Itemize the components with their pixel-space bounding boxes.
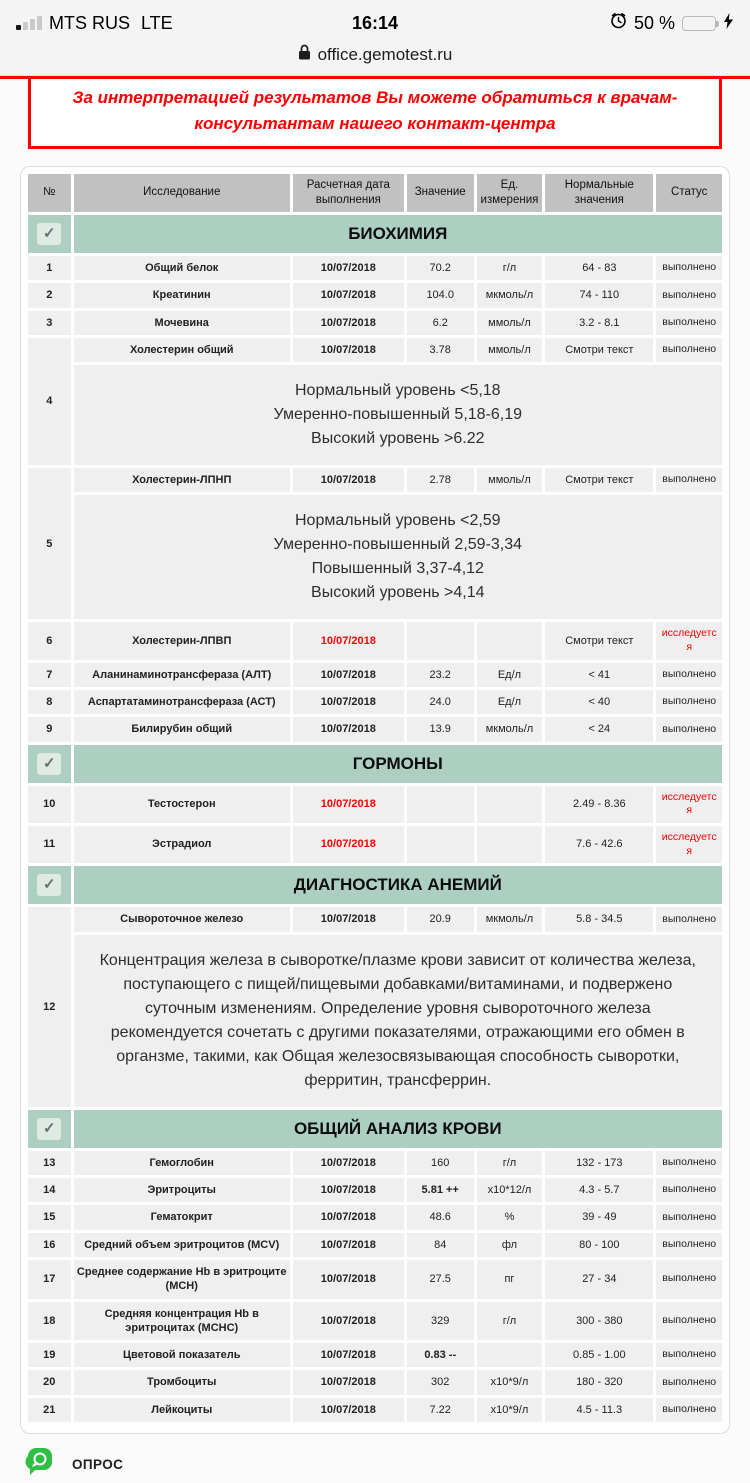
battery-percent-label: 50 % xyxy=(633,12,675,33)
cell-test-name: Цветовой показатель xyxy=(74,1343,290,1367)
cell-status: исследуется xyxy=(656,826,722,863)
cell-unit: Ед/л xyxy=(477,663,543,687)
column-header-2: Расчетная дата выполнения xyxy=(293,174,404,212)
table-row xyxy=(28,663,722,687)
column-header-0: № xyxy=(28,174,71,212)
column-header-4: Ед. измерения xyxy=(477,174,543,212)
section-row xyxy=(28,745,722,783)
cell-unit: мкмоль/л xyxy=(477,907,543,931)
section-title: ДИАГНОСТИКА АНЕМИЙ xyxy=(74,866,722,904)
cell-unit: мкмоль/л xyxy=(477,283,543,307)
results-card xyxy=(20,166,730,1434)
cell-date: 10/07/2018 xyxy=(293,1343,404,1367)
cell-status: выполнено xyxy=(656,468,722,492)
checkmark-icon: ✓ xyxy=(37,1118,61,1140)
table-row xyxy=(28,1233,722,1257)
cell-test-name: Тромбоциты xyxy=(74,1370,290,1394)
cell-status: выполнено xyxy=(656,1151,722,1175)
cell-status: выполнено xyxy=(656,663,722,687)
column-header-1: Исследование xyxy=(74,174,290,212)
cell-normal-range: Смотри текст xyxy=(545,622,653,659)
cell-unit: x10*9/л xyxy=(477,1370,543,1394)
cell-date: 10/07/2018 xyxy=(293,338,404,362)
table-row xyxy=(28,1205,722,1229)
cell-test-name: Мочевина xyxy=(74,311,290,335)
cell-date: 10/07/2018 xyxy=(293,1233,404,1257)
note-row xyxy=(28,935,722,1107)
cell-normal-range: < 41 xyxy=(545,663,653,687)
cell-value: 302 xyxy=(407,1370,474,1394)
cell-normal-range: Смотри текст xyxy=(545,468,653,492)
section-title: БИОХИМИЯ xyxy=(74,215,722,253)
cell-normal-range: 74 - 110 xyxy=(545,283,653,307)
cell-status: выполнено xyxy=(656,311,722,335)
section-title: ГОРМОНЫ xyxy=(74,745,722,783)
cell-status: выполнено xyxy=(656,907,722,931)
cell-status: выполнено xyxy=(656,1302,722,1341)
signal-strength-icon xyxy=(16,16,42,30)
table-row xyxy=(28,1260,722,1299)
note-line: Умеренно-повышенный 5,18-6,19 xyxy=(273,406,523,424)
cell-number: 19 xyxy=(28,1343,71,1367)
table-row xyxy=(28,1398,722,1422)
cell-test-name: Эстрадиол xyxy=(74,826,290,863)
cell-status: выполнено xyxy=(656,338,722,362)
cell-date: 10/07/2018 xyxy=(293,468,404,492)
column-header-3: Значение xyxy=(407,174,474,212)
cell-normal-range: < 40 xyxy=(545,690,653,714)
note-row xyxy=(28,365,722,465)
section-check-cell xyxy=(28,215,71,253)
cell-unit: мкмоль/л xyxy=(477,717,543,741)
cell-test-name: Лейкоциты xyxy=(74,1398,290,1422)
cell-unit: г/л xyxy=(477,1151,543,1175)
cell-date: 10/07/2018 xyxy=(293,1370,404,1394)
column-header-6: Статус xyxy=(656,174,722,212)
cell-number: 11 xyxy=(28,826,71,863)
cell-value: 84 xyxy=(407,1233,474,1257)
cell-value: 2.78 xyxy=(407,468,474,492)
cell-normal-range: 2.49 - 8.36 xyxy=(545,786,653,823)
page-url: office.gemotest.ru xyxy=(317,44,453,64)
cell-number: 4 xyxy=(28,338,71,465)
results-table xyxy=(25,171,725,1425)
cell-value: 329 xyxy=(407,1302,474,1341)
cell-number: 13 xyxy=(28,1151,71,1175)
cell-date: 10/07/2018 xyxy=(293,690,404,714)
checkmark-icon: ✓ xyxy=(37,223,61,245)
cell-date: 10/07/2018 xyxy=(293,1302,404,1341)
cell-status: выполнено xyxy=(656,1370,722,1394)
note-row xyxy=(28,495,722,619)
section-row xyxy=(28,215,722,253)
cell-date: 10/07/2018 xyxy=(293,256,404,280)
banner-text: За интерпретацией результатов Вы можете обратиться к врачам-консультантам нашего контакт-центра xyxy=(72,88,678,133)
cell-status: выполнено xyxy=(656,1233,722,1257)
cell-value: 3.78 xyxy=(407,338,474,362)
cell-note: Концентрация железа в сыворотке/плазме крови зависит от количества железа, поступающего с пищей/пищевыми добавками/витаминами, и подвержено суточным изменениям. Определение уровня сывороточного железа рекомендуется сочетать с другими показателями, отражающими его обмен в органзме, такими, как Общая железосвязывающая способность сыворотки, ферритин, трансферрин. xyxy=(74,935,722,1107)
cell-normal-range: 0.85 - 1.00 xyxy=(545,1343,653,1367)
cell-date: 10/07/2018 xyxy=(293,311,404,335)
table-row xyxy=(28,1151,722,1175)
cell-status: выполнено xyxy=(656,717,722,741)
cell-date: 10/07/2018 xyxy=(293,786,404,823)
cell-number: 6 xyxy=(28,622,71,659)
charging-bolt-icon xyxy=(723,13,734,34)
cell-number: 18 xyxy=(28,1302,71,1341)
chat-bubble-icon xyxy=(24,1446,56,1483)
cell-normal-range: Смотри текст xyxy=(545,338,653,362)
table-row xyxy=(28,786,722,823)
cell-status: выполнено xyxy=(656,283,722,307)
cell-date: 10/07/2018 xyxy=(293,907,404,931)
cell-unit xyxy=(477,786,543,823)
address-bar[interactable] xyxy=(0,40,750,76)
cell-number: 5 xyxy=(28,468,71,619)
checkmark-icon: ✓ xyxy=(37,753,61,775)
cell-value: 24.0 xyxy=(407,690,474,714)
table-row xyxy=(28,468,722,492)
cell-number: 17 xyxy=(28,1260,71,1299)
survey-label: ОПРОС xyxy=(72,1457,124,1473)
lock-icon xyxy=(298,44,311,65)
table-row xyxy=(28,283,722,307)
cell-test-name: Сывороточное железо xyxy=(74,907,290,931)
note-line: Повышенный 3,37-4,12 xyxy=(311,560,484,578)
cell-value: 0.83 -- xyxy=(407,1343,474,1367)
cell-status: выполнено xyxy=(656,1343,722,1367)
cell-value: 23.2 xyxy=(407,663,474,687)
cell-number: 16 xyxy=(28,1233,71,1257)
section-row xyxy=(28,866,722,904)
cell-unit xyxy=(477,826,543,863)
table-row xyxy=(28,717,722,741)
table-row xyxy=(28,1302,722,1341)
cell-status: выполнено xyxy=(656,1205,722,1229)
cell-value xyxy=(407,826,474,863)
table-row xyxy=(28,256,722,280)
cell-unit: % xyxy=(477,1205,543,1229)
cell-normal-range: 7.6 - 42.6 xyxy=(545,826,653,863)
table-row xyxy=(28,1370,722,1394)
cell-normal-range: 27 - 34 xyxy=(545,1260,653,1299)
section-title: ОБЩИЙ АНАЛИЗ КРОВИ xyxy=(74,1110,722,1148)
cell-normal-range: 300 - 380 xyxy=(545,1302,653,1341)
results-table-body xyxy=(28,215,722,1422)
cell-value: 6.2 xyxy=(407,311,474,335)
cell-number: 14 xyxy=(28,1178,71,1202)
cell-unit: x10*9/л xyxy=(477,1398,543,1422)
cell-test-name: Аланинаминотрансфераза (АЛТ) xyxy=(74,663,290,687)
note-line: Умеренно-повышенный 2,59-3,34 xyxy=(273,536,523,554)
table-row xyxy=(28,826,722,863)
cell-unit: ммоль/л xyxy=(477,311,543,335)
table-row xyxy=(28,907,722,931)
cell-status: выполнено xyxy=(656,1178,722,1202)
cell-test-name: Средняя концентрация Hb в эритроцитах (МСНС) xyxy=(74,1302,290,1341)
note-line: Высокий уровень >4,14 xyxy=(311,584,485,602)
cell-status: выполнено xyxy=(656,1398,722,1422)
status-bar xyxy=(0,0,750,76)
cell-unit: x10*12/л xyxy=(477,1178,543,1202)
table-row xyxy=(28,1343,722,1367)
section-check-cell xyxy=(28,866,71,904)
table-row xyxy=(28,311,722,335)
cell-test-name: Аспартатаминотрансфераза (АСТ) xyxy=(74,690,290,714)
cell-test-name: Тестостерон xyxy=(74,786,290,823)
cell-date: 10/07/2018 xyxy=(293,826,404,863)
carrier-label: MTS RUS xyxy=(49,12,130,33)
cell-status: выполнено xyxy=(656,690,722,714)
cell-date: 10/07/2018 xyxy=(293,717,404,741)
cell-number: 10 xyxy=(28,786,71,823)
cell-date: 10/07/2018 xyxy=(293,1151,404,1175)
cell-test-name: Эритроциты xyxy=(74,1178,290,1202)
checkmark-icon: ✓ xyxy=(37,874,61,896)
cell-unit: г/л xyxy=(477,1302,543,1341)
cell-test-name: Среднее содержание Hb в эритроците (МСН) xyxy=(74,1260,290,1299)
cell-status: выполнено xyxy=(656,1260,722,1299)
cell-normal-range: < 24 xyxy=(545,717,653,741)
cell-normal-range: 4.3 - 5.7 xyxy=(545,1178,653,1202)
clock-time: 16:14 xyxy=(351,12,399,33)
cell-value: 160 xyxy=(407,1151,474,1175)
table-header-row xyxy=(28,174,722,212)
cell-number: 20 xyxy=(28,1370,71,1394)
alarm-clock-icon xyxy=(610,12,627,34)
cell-number: 21 xyxy=(28,1398,71,1422)
table-row xyxy=(28,1178,722,1202)
cell-unit xyxy=(477,622,543,659)
cell-value: 104.0 xyxy=(407,283,474,307)
cell-date: 10/07/2018 xyxy=(293,1205,404,1229)
cell-test-name: Билирубин общий xyxy=(74,717,290,741)
cell-test-name: Холестерин-ЛПВП xyxy=(74,622,290,659)
table-row xyxy=(28,338,722,362)
cell-unit: Ед/л xyxy=(477,690,543,714)
cell-value: 13.9 xyxy=(407,717,474,741)
cell-normal-range: 39 - 49 xyxy=(545,1205,653,1229)
survey-link[interactable] xyxy=(24,1446,750,1483)
network-type-label: LTE xyxy=(141,12,173,33)
cell-value xyxy=(407,622,474,659)
battery-icon xyxy=(682,16,716,31)
cell-status: выполнено xyxy=(656,256,722,280)
interpretation-banner xyxy=(28,79,722,149)
cell-normal-range: 132 - 173 xyxy=(545,1151,653,1175)
cell-number: 2 xyxy=(28,283,71,307)
cell-test-name: Гематокрит xyxy=(74,1205,290,1229)
cell-normal-range: 64 - 83 xyxy=(545,256,653,280)
cell-date: 10/07/2018 xyxy=(293,283,404,307)
section-check-cell xyxy=(28,745,71,783)
cell-number: 7 xyxy=(28,663,71,687)
cell-unit xyxy=(477,1343,543,1367)
cell-number: 12 xyxy=(28,907,71,1106)
cell-status: исследуется xyxy=(656,786,722,823)
cell-normal-range: 180 - 320 xyxy=(545,1370,653,1394)
cell-number: 8 xyxy=(28,690,71,714)
cell-value: 48.6 xyxy=(407,1205,474,1229)
cell-unit: ммоль/л xyxy=(477,338,543,362)
cell-note xyxy=(74,495,722,619)
cell-value xyxy=(407,786,474,823)
cell-unit: ммоль/л xyxy=(477,468,543,492)
cell-unit: г/л xyxy=(477,256,543,280)
section-row xyxy=(28,1110,722,1148)
table-row xyxy=(28,622,722,659)
cell-normal-range: 80 - 100 xyxy=(545,1233,653,1257)
note-line: Высокий уровень >6.22 xyxy=(311,430,485,448)
cell-normal-range: 3.2 - 8.1 xyxy=(545,311,653,335)
cell-value: 70.2 xyxy=(407,256,474,280)
cell-status: исследуется xyxy=(656,622,722,659)
cell-number: 1 xyxy=(28,256,71,280)
section-check-cell xyxy=(28,1110,71,1148)
column-header-5: Нормальные значения xyxy=(545,174,653,212)
cell-test-name: Гемоглобин xyxy=(74,1151,290,1175)
cell-normal-range: 4.5 - 11.3 xyxy=(545,1398,653,1422)
cell-number: 9 xyxy=(28,717,71,741)
note-line: Нормальный уровень <2,59 xyxy=(295,512,501,530)
note-line: Нормальный уровень <5,18 xyxy=(295,382,501,400)
cell-date: 10/07/2018 xyxy=(293,663,404,687)
cell-test-name: Холестерин-ЛПНП xyxy=(74,468,290,492)
table-row xyxy=(28,690,722,714)
cell-test-name: Креатинин xyxy=(74,283,290,307)
cell-date: 10/07/2018 xyxy=(293,1260,404,1299)
cell-unit: фл xyxy=(477,1233,543,1257)
cell-date: 10/07/2018 xyxy=(293,1178,404,1202)
cell-value: 7.22 xyxy=(407,1398,474,1422)
cell-unit: пг xyxy=(477,1260,543,1299)
cell-date: 10/07/2018 xyxy=(293,622,404,659)
cell-test-name: Средний объем эритроцитов (MCV) xyxy=(74,1233,290,1257)
cell-value: 5.81 ++ xyxy=(407,1178,474,1202)
cell-value: 27.5 xyxy=(407,1260,474,1299)
cell-number: 3 xyxy=(28,311,71,335)
cell-value: 20.9 xyxy=(407,907,474,931)
cell-number: 15 xyxy=(28,1205,71,1229)
cell-note xyxy=(74,365,722,465)
cell-normal-range: 5.8 - 34.5 xyxy=(545,907,653,931)
cell-test-name: Холестерин общий xyxy=(74,338,290,362)
cell-date: 10/07/2018 xyxy=(293,1398,404,1422)
cell-test-name: Общий белок xyxy=(74,256,290,280)
